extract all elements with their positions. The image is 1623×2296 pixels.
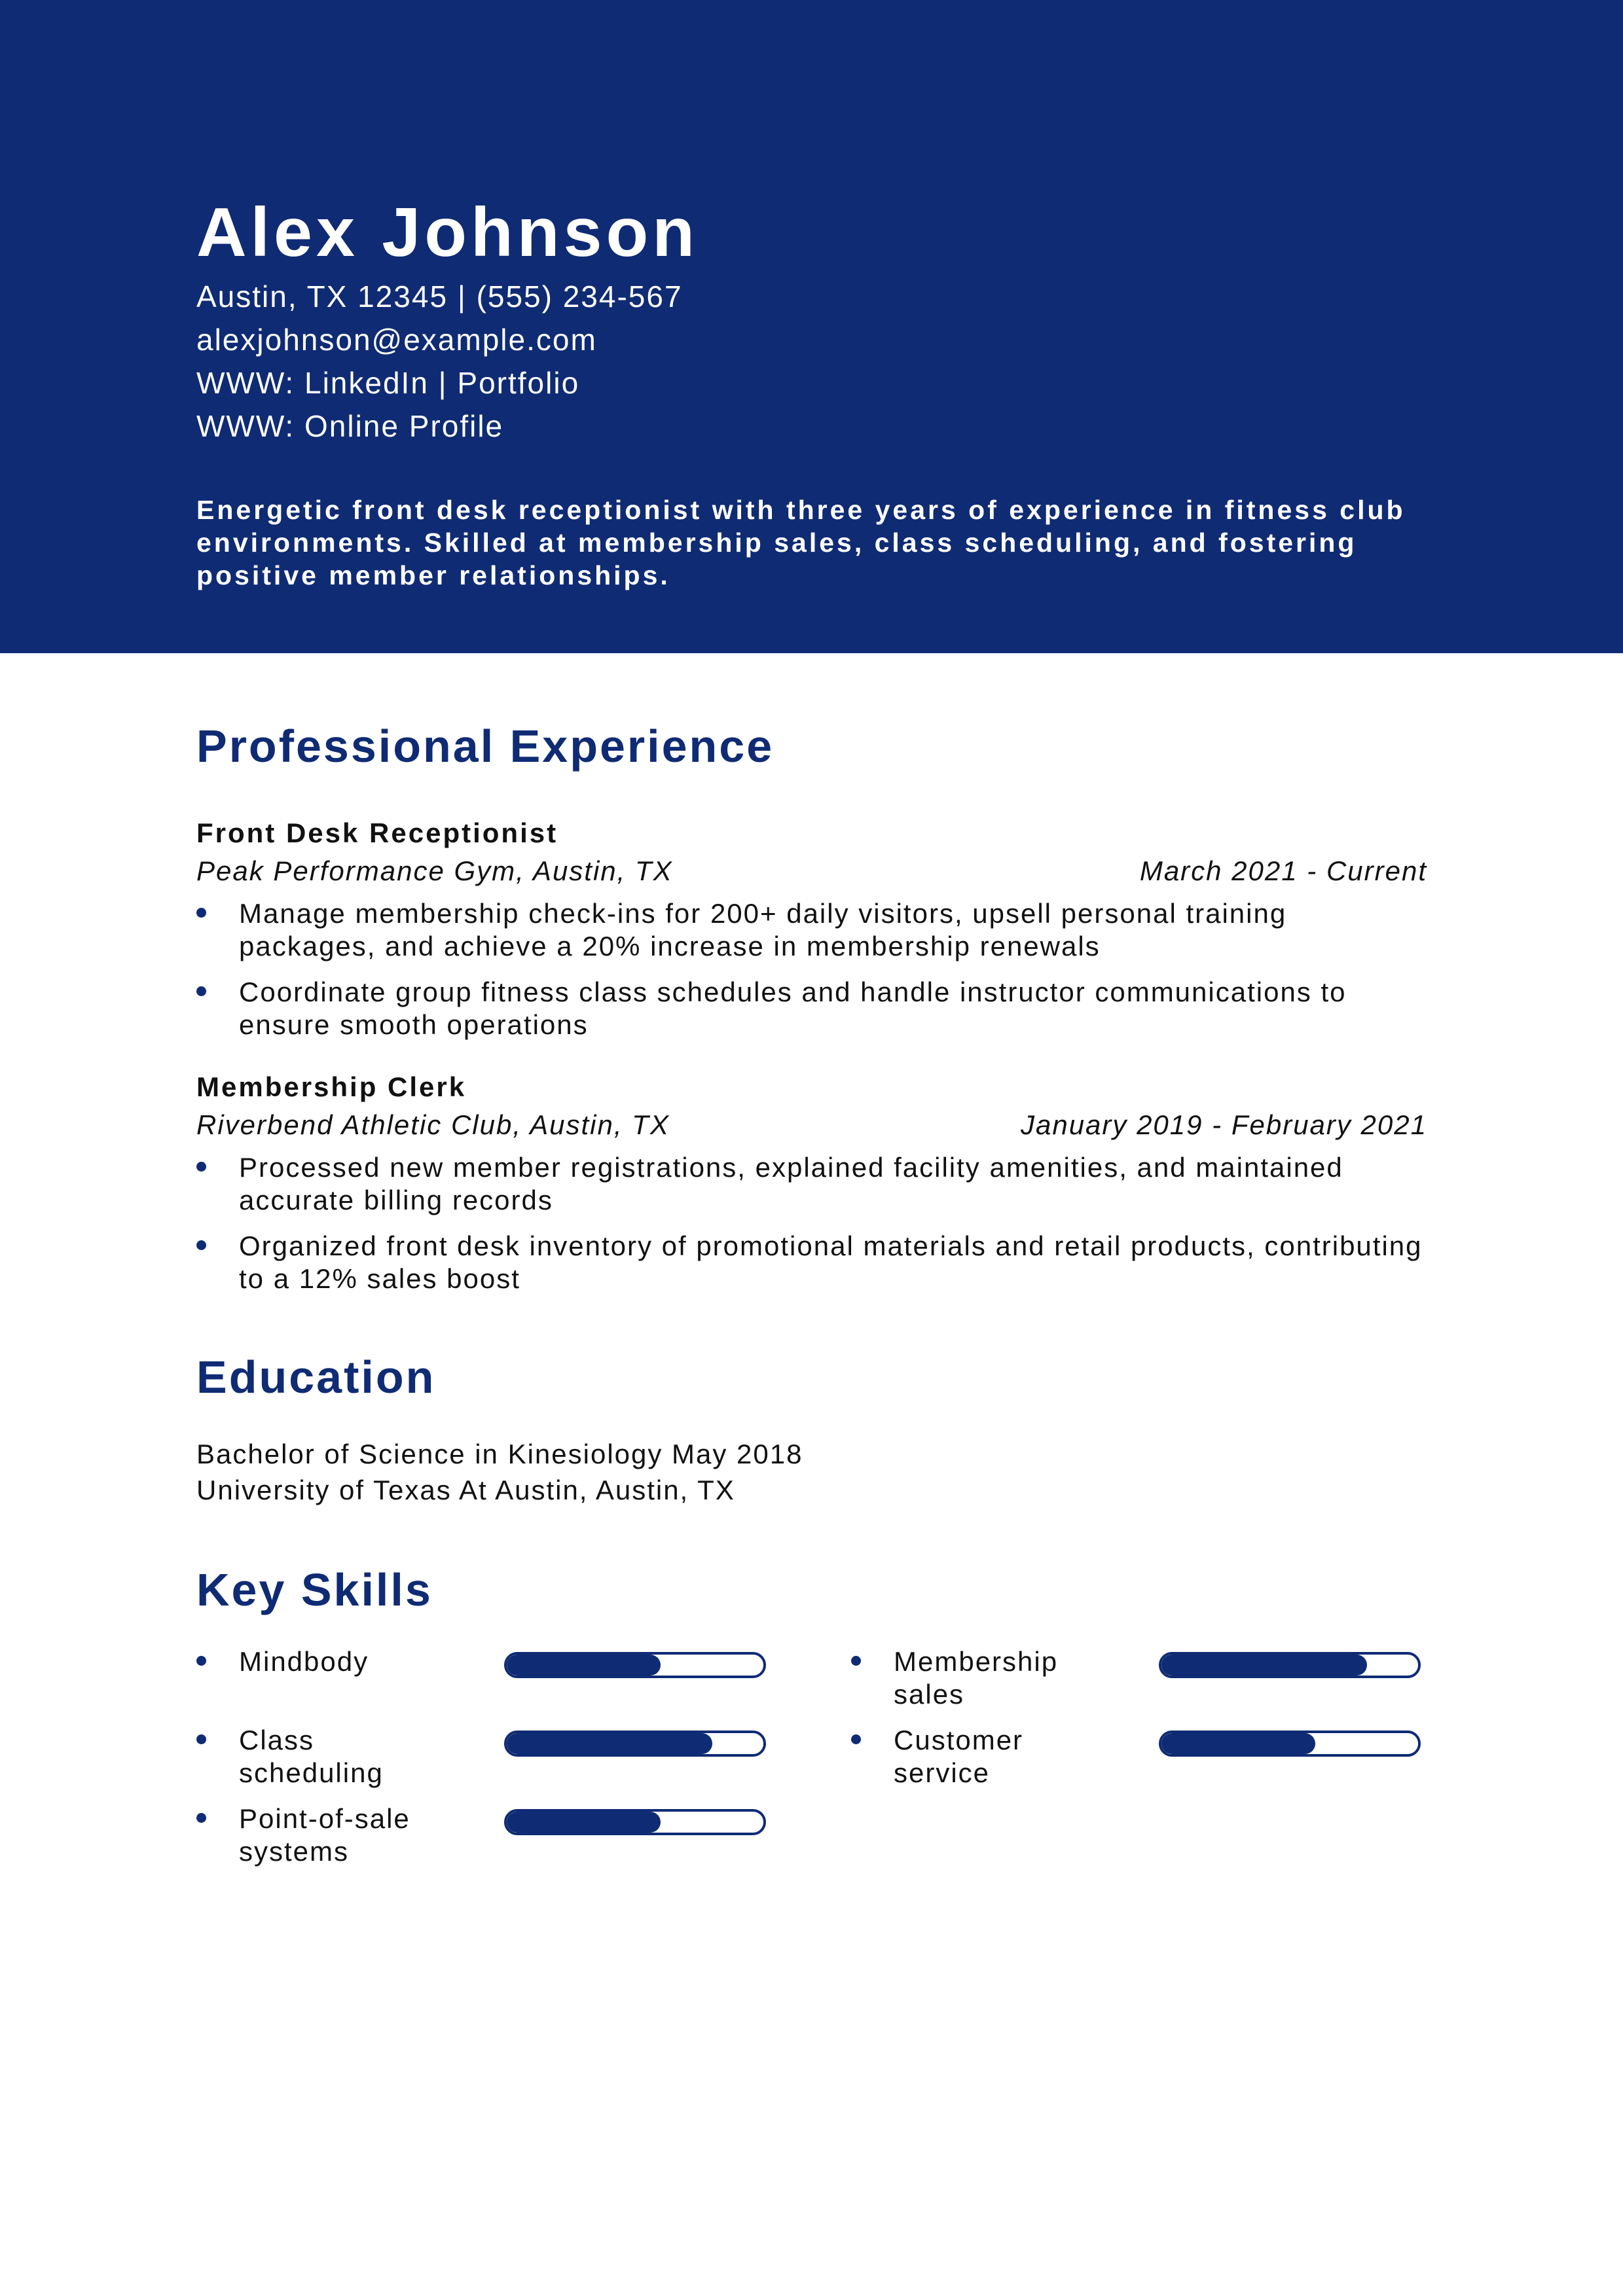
job-company: Peak Performance Gym, Austin, TX xyxy=(196,855,673,886)
skill-level-fill xyxy=(1161,1733,1315,1754)
list-item xyxy=(196,976,1427,1041)
bullet-dot-icon xyxy=(196,1240,206,1250)
skill-level-bar xyxy=(504,1809,766,1835)
skill-level-bar xyxy=(504,1652,766,1678)
bullet-text: Organized front desk inventory of promotional materials and retail products, contributing to a 12% sales boost xyxy=(239,1230,1423,1294)
resume-header xyxy=(0,0,1623,653)
bullet-text: Coordinate group fitness class schedules and handle instructor communications to ensure smooth operations xyxy=(239,977,1347,1040)
skill-label: Mindbody xyxy=(239,1646,369,1677)
bullet-dot-icon xyxy=(851,1734,861,1744)
skills-heading: Key Skills xyxy=(196,1564,433,1615)
skill-level-fill xyxy=(507,1733,712,1754)
job-entry xyxy=(196,1069,1427,1295)
skills-section xyxy=(196,1560,1427,1871)
skill-item xyxy=(196,1803,851,1871)
bullet-text: Manage membership check-ins for 200+ daily visitors, upsell personal training packages, and achieve a 20% increase in membership renewals xyxy=(239,898,1287,961)
skill-label: Customer service xyxy=(894,1725,1024,1788)
bullet-dot-icon xyxy=(196,1162,206,1172)
education-school: University of Texas At Austin, Austin, TX xyxy=(196,1475,735,1505)
skill-level-fill xyxy=(507,1812,661,1833)
list-item xyxy=(196,897,1427,963)
job-entry xyxy=(196,815,1427,1041)
job-title: Membership Clerk xyxy=(196,1071,467,1102)
job-company: Riverbend Athletic Club, Austin, TX xyxy=(196,1109,670,1140)
bullet-dot-icon xyxy=(851,1656,861,1666)
job-dates: January 2019 - February 2021 xyxy=(1020,1109,1427,1140)
skill-item xyxy=(851,1645,1427,1714)
bullet-text: Processed new member registrations, explained facility amenities, and maintained accurate billing records xyxy=(239,1152,1343,1215)
education-degree: Bachelor of Science in Kinesiology May 2018 xyxy=(196,1439,803,1469)
bullet-dot-icon xyxy=(196,1813,206,1823)
list-item xyxy=(196,1230,1427,1295)
list-item xyxy=(196,1151,1427,1217)
skill-level-bar xyxy=(1159,1652,1421,1678)
header-content xyxy=(196,190,1440,592)
education-details xyxy=(196,1436,1427,1508)
skill-item xyxy=(851,1724,1427,1793)
contact-address-phone: Austin, TX 12345 | (555) 234-567 xyxy=(196,279,683,314)
skill-level-fill xyxy=(507,1655,661,1676)
skills-grid xyxy=(196,1645,1427,1871)
bullet-dot-icon xyxy=(196,986,206,996)
job-meta xyxy=(196,1105,1427,1145)
contact-links: WWW: LinkedIn | Portfolio xyxy=(196,366,580,400)
job-title: Front Desk Receptionist xyxy=(196,817,558,848)
job-dates: March 2021 - Current xyxy=(1139,855,1427,886)
resume-body xyxy=(196,717,1427,1871)
job-meta xyxy=(196,852,1427,891)
education-section xyxy=(196,1348,1427,1508)
candidate-name: Alex Johnson xyxy=(196,194,699,271)
contact-email: alexjohnson@example.com xyxy=(196,323,597,357)
job-bullets xyxy=(196,897,1427,1041)
experience-heading: Professional Experience xyxy=(196,721,775,772)
skill-level-bar xyxy=(504,1731,766,1757)
bullet-dot-icon xyxy=(196,1656,206,1666)
skill-label: Membership sales xyxy=(894,1646,1059,1710)
contact-online-profile: WWW: Online Profile xyxy=(196,409,504,443)
experience-section xyxy=(196,717,1427,1295)
education-heading: Education xyxy=(196,1352,436,1403)
skill-level-bar xyxy=(1159,1731,1421,1757)
skill-item xyxy=(196,1645,851,1714)
skill-label: Point-of-sale systems xyxy=(239,1803,410,1867)
bullet-dot-icon xyxy=(196,1734,206,1744)
professional-summary: Energetic front desk receptionist with three years of experience in fitness club environments. Skilled at membership sales, class scheduling, and fostering positive member relationships. xyxy=(196,495,1406,590)
skill-label: Class scheduling xyxy=(239,1725,384,1788)
skill-item xyxy=(196,1724,851,1793)
bullet-dot-icon xyxy=(196,908,206,918)
skill-level-fill xyxy=(1161,1655,1367,1676)
job-bullets xyxy=(196,1151,1427,1295)
